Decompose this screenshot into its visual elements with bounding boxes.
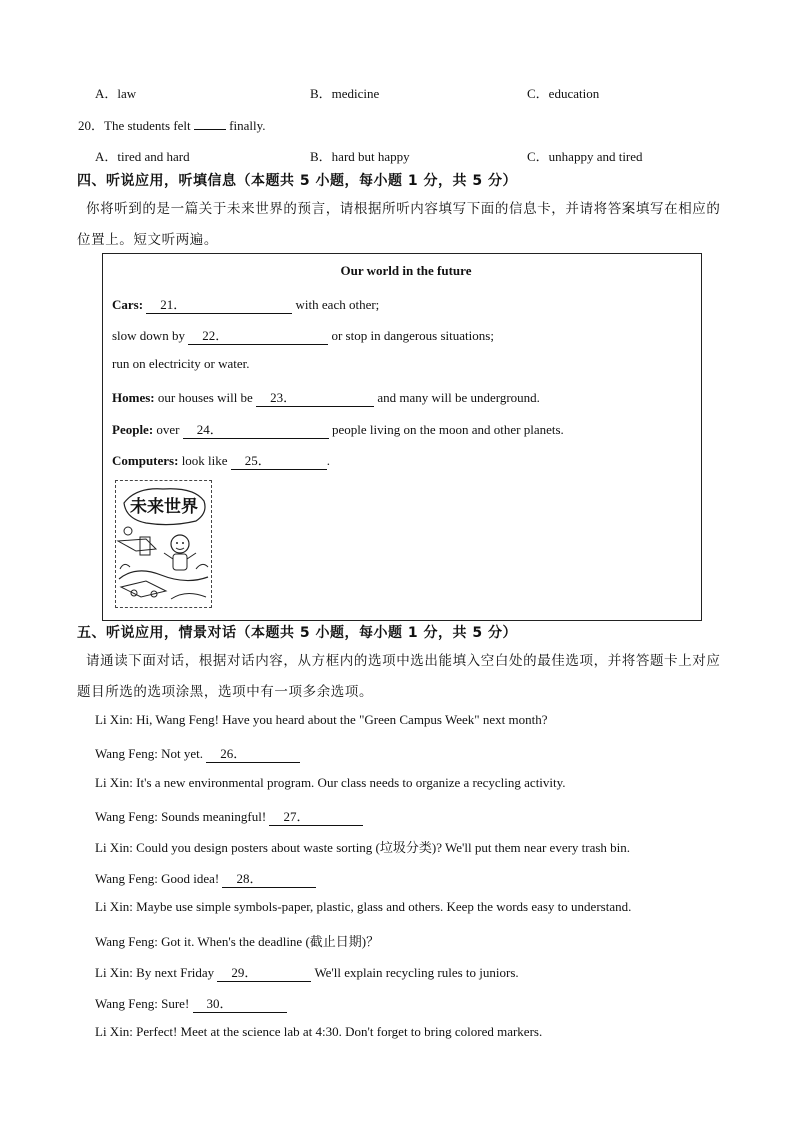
q20-option-b: B．hard but happy — [310, 149, 410, 164]
dialogue-line — [95, 993, 287, 1013]
answer-blank-27[interactable]: 27． — [269, 806, 363, 826]
answer-blank-22[interactable]: 22． — [188, 325, 328, 345]
dialogue-text: Li Xin: By next Friday — [95, 965, 215, 980]
dialogue-line — [95, 868, 316, 888]
homes-pre-text: our houses will be — [157, 390, 253, 405]
section-4-instructions-line2: 位置上。短文听两遍。 — [77, 232, 218, 248]
dialogue-text: Wang Feng: Got it. When's the deadline (截止日期)？ — [95, 934, 380, 949]
answer-blank-24[interactable]: 24． — [183, 419, 329, 439]
dialogue-text: Wang Feng: Not yet. — [95, 746, 203, 761]
info-card-homes-line — [112, 387, 540, 407]
section-5-heading: 五、听说应用，情景对话（本题共 5 小题，每小题 1 分，共 5 分） — [77, 625, 517, 641]
people-label: People: — [112, 422, 154, 437]
dialogue-line — [95, 775, 566, 791]
section-5-instructions-line1: 请通读下面对话，根据对话内容，从方框内的选项中选出能填入空白处的最佳选项，并将答题卡上对应 — [86, 653, 721, 669]
q19-option-a: A．law — [95, 86, 137, 101]
slow-pre-text: slow down by — [112, 328, 185, 343]
dialogue-text: Li Xin: It's a new environmental program. Our class needs to organize a recycling activity. — [95, 775, 566, 790]
section-5-instructions-line2: 题目所选的选项涂黑，选项中有一项多余选项。 — [77, 684, 374, 700]
dialogue-text: Li Xin: Could you design posters about waste sorting (垃圾分类)? We'll put them near every trash bin. — [95, 840, 631, 855]
answer-blank-28[interactable]: 28． — [222, 868, 316, 888]
answer-blank-23[interactable]: 23． — [256, 387, 374, 407]
question-20 — [78, 115, 266, 134]
info-card-title: Our world in the future — [340, 263, 472, 278]
future-world-drawing — [116, 481, 211, 607]
section-4-heading: 四、听说应用，听填信息（本题共 5 小题，每小题 1 分，共 5 分） — [77, 173, 517, 189]
dialogue-line — [95, 743, 300, 763]
dialogue-line — [95, 962, 519, 982]
people-post-text: people living on the moon and other planets. — [332, 422, 564, 437]
dialogue-text: Li Xin: Perfect! Meet at the science lab at 4:30. Don't forget to bring colored markers. — [95, 1024, 543, 1039]
dialogue-text: Li Xin: Maybe use simple symbols-paper, plastic, glass and others. Keep the words easy to understand. — [95, 899, 632, 914]
dialogue-line — [95, 712, 547, 728]
dialogue-text: Li Xin: Hi, Wang Feng! Have you heard about the "Green Campus Week" next month? — [95, 712, 548, 727]
info-card-computers-line — [112, 450, 330, 470]
info-card-run-line: run on electricity or water. — [112, 356, 250, 371]
dialogue-line — [95, 806, 363, 826]
q19-option-c: C．education — [527, 86, 600, 101]
people-pre-text: over — [156, 422, 180, 437]
dialogue-line — [95, 899, 631, 915]
computers-label: Computers: — [112, 453, 179, 468]
q20-stem-pre: 20．The students felt — [78, 118, 191, 133]
cars-label: Cars: — [112, 297, 144, 312]
info-card-cars-line — [112, 294, 379, 314]
q20-option-c: C．unhappy and tired — [527, 149, 643, 164]
computers-pre-text: look like — [181, 453, 228, 468]
dialogue-line — [95, 1024, 542, 1040]
dialogue-text: Wang Feng: Good idea! — [95, 871, 220, 886]
q20-blank — [194, 129, 226, 130]
dialogue-text: Wang Feng: Sure! — [95, 996, 190, 1011]
homes-post-text: and many will be underground. — [377, 390, 540, 405]
q19-option-b: B．medicine — [310, 86, 380, 101]
picture-caption: 未来世界 — [130, 497, 198, 517]
answer-blank-30[interactable]: 30． — [193, 993, 287, 1013]
answer-blank-29[interactable]: 29． — [217, 962, 311, 982]
info-card-people-line — [112, 419, 564, 439]
answer-blank-21[interactable]: 21． — [146, 294, 292, 314]
answer-blank-25[interactable]: 25． — [231, 450, 327, 470]
dialogue-line — [95, 931, 379, 950]
dialogue-text: We'll explain recycling rules to juniors. — [314, 965, 519, 980]
dialogue-text: Wang Feng: Sounds meaningful! — [95, 809, 267, 824]
computers-post-text: . — [326, 453, 331, 468]
q20-option-a: A．tired and hard — [95, 149, 190, 164]
answer-blank-26[interactable]: 26． — [206, 743, 300, 763]
q20-stem-post: finally. — [229, 118, 266, 133]
section-4-instructions-line1: 你将听到的是一篇关于未来世界的预言，请根据所听内容填写下面的信息卡，并请将答案填写在相应的 — [86, 201, 721, 217]
homes-label: Homes: — [112, 390, 155, 405]
future-world-illustration — [115, 480, 212, 608]
dialogue-line — [95, 837, 630, 856]
slow-post-text: or stop in dangerous situations; — [331, 328, 494, 343]
cars-text: with each other; — [295, 297, 380, 312]
info-card-slow-line — [112, 325, 494, 345]
